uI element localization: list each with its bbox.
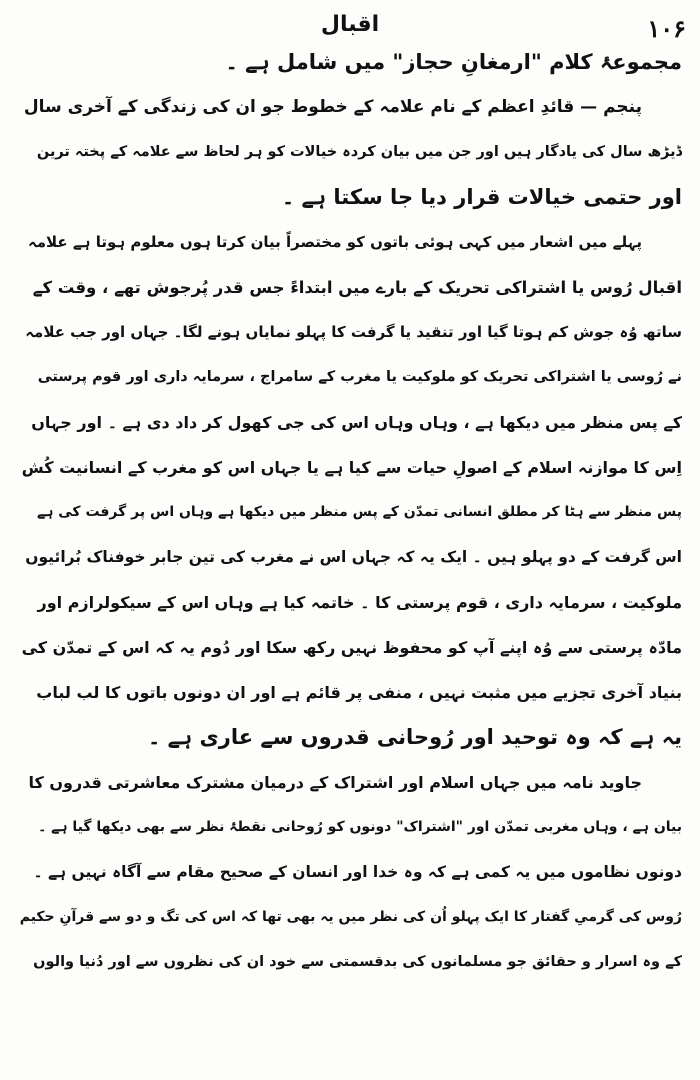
text-line: دونوں نظاموں میں یہ کمی ہے کہ وہ خدا اور انسان کے صحیح مقام سے آگاہ نہیں ہے ۔ [33, 863, 682, 881]
running-head: اقبال [320, 12, 380, 37]
text-line: پہلے میں اشعار میں کہی ہوئی باتوں کو مختصراً بیان کرتا ہوں معلوم ہوتا ہے علامہ [27, 233, 642, 251]
text-line: ملوکیت ، سرمایہ داری ، قوم پرستی کا ۔ خاتمہ کیا ہے وہاں اس کے سیکولرازم اور [37, 593, 682, 612]
text-line: پنجم — قائدِ اعظم کے نام علامہ کے خطوط جو ان کی زندگی کے آخری سال [23, 97, 642, 117]
text-line: اور حتمی خیالات قرار دیا جا سکتا ہے ۔ [281, 185, 682, 209]
text-line: کے وہ اسرار و حقائق جو مسلمانوں کی بدقسمتی سے خود ان کی نظروں سے اور دُنیا والوں [33, 954, 682, 970]
text-line: اقبال رُوس یا اشتراکی تحریک کے بارے میں ابتداءً جس قدر پُرجوش تھے ، وقت کے [32, 278, 682, 297]
text-line: بنیاد آخری تجزیے میں مثبت نہیں ، منفی پر قائم ہے اور ان دونوں باتوں کا لب لباب [36, 683, 682, 702]
text-line: ساتھ وُہ جوش کم ہوتا گیا اور تنقید یا گرفت کا پہلو نمایاں ہونے لگا۔ جہاں اور جب علامہ [25, 323, 682, 341]
text-line: پس منظر سے ہٹا کر مطلق انسانی تمدّن کے پس منظر میں دیکھا ہے وہاں اس پر گرفت کی ہے [36, 504, 682, 520]
text-line: اِس کا موازنہ اسلام کے اصولِ حیات سے کیا ہے یا جہاں اس کو مغرب کے انسانیت کُش [21, 458, 682, 477]
text-line: مجموعۂ کلام "ارمغانِ حجاز" میں شامل ہے ۔ [225, 50, 682, 74]
page-number: ۱۰۶ [647, 14, 686, 43]
text-line: نے رُوسی یا اشتراکی تحریک کو ملوکیت یا مغرب کے سامراج ، سرمایہ داری اور قوم پرستی [37, 369, 682, 385]
body-text [18, 40, 682, 985]
text-line: اس گرفت کے دو پہلو ہیں ۔ ایک یہ کہ جہاں اس نے مغرب کی تین جابر خوفناک بُرائیوں [25, 548, 682, 566]
text-line: کے پس منظر میں دیکھا ہے ، وہاں وہاں اس کی جی کھول کر داد دی ہے ۔ اور جہاں [31, 413, 682, 432]
text-line: بیان ہے ، وہاں مغربی تمدّن اور "اشتراک" دونوں کو رُوحانی نقطۂ نظر سے بھی دیکھا گیا ہے ۔ [38, 819, 682, 835]
text-line: جاوید نامہ میں جہاں اسلام اور اشتراک کے درمیان مشترک معاشرتی قدروں کا [28, 773, 642, 792]
text-line: یہ ہے کہ وہ توحید اور رُوحانی قدروں سے عاری ہے ۔ [147, 725, 682, 749]
text-line: ڈیڑھ سال کی یادگار ہیں اور جن میں بیان کردہ خیالات کو ہر لحاظ سے علامہ کے پختہ ترین [36, 144, 682, 160]
text-line: مادّہ پرستی سے وُہ اپنے آپ کو محفوظ نہیں رکھ سکا اور دُوم یہ کہ اس کے تمدّن کی [21, 638, 682, 657]
text-line: رُوس کی گرمیِ گفتار کا ایک پہلو اُن کی نظر میں یہ بھی تھا کہ اس کی تگ و دو سے قرآنِ حکیم [19, 909, 682, 925]
